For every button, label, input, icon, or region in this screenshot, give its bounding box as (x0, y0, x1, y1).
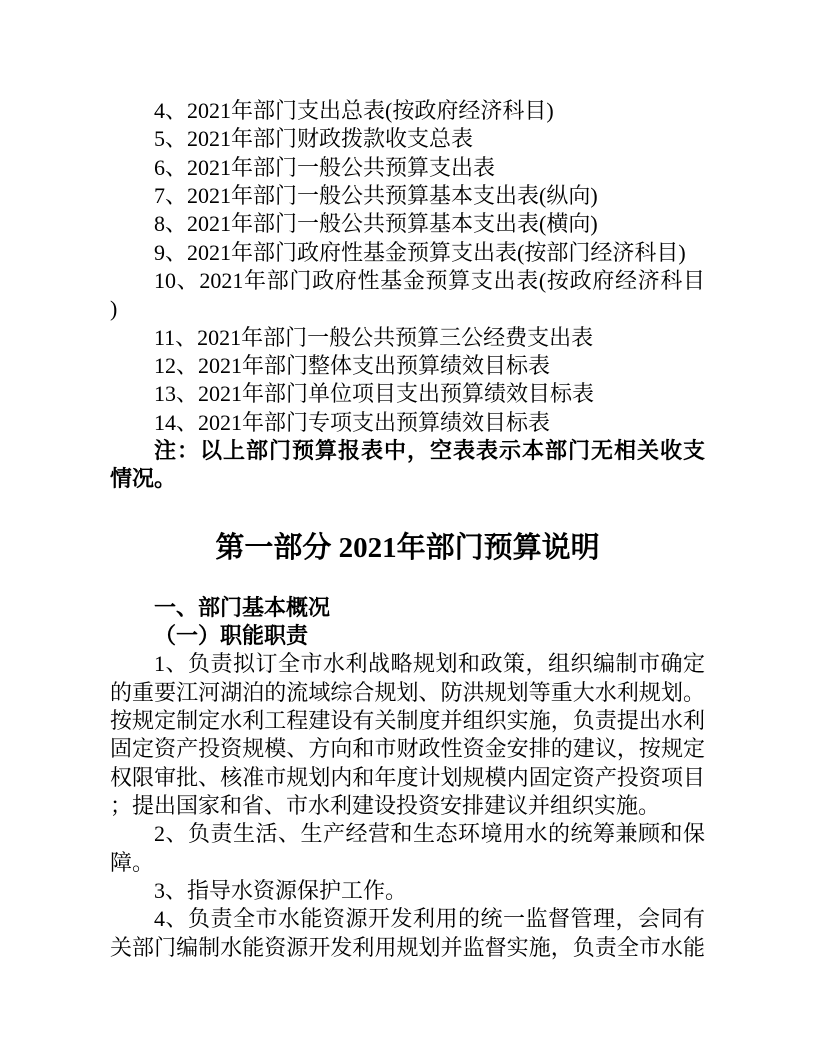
table-list-line: ) (110, 296, 118, 322)
body-text-line: 权限审批、核准市规划内和年度计划规模内固定资产投资项目 (110, 764, 705, 790)
body-text-line: 固定资产投资规模、方向和市财政性资金安排的建议，按规定 (110, 736, 705, 762)
section-body (110, 650, 705, 962)
body-text-line: 的重要江河湖泊的流域综合规划、防洪规划等重大水利规划。 (110, 679, 705, 705)
table-list-line: 6、2021年部门一般公共预算支出表 (154, 154, 496, 180)
overview-section (110, 594, 705, 962)
body-text-line: 3、指导水资源保护工作。 (154, 877, 408, 903)
table-list-line: 12、2021年部门整体支出预算绩效目标表 (154, 352, 551, 378)
section-heading: 一、部门基本概况 (154, 594, 331, 620)
note-block (110, 437, 705, 494)
body-text-line: 4、负责全市水能资源开发利用的统一监督管理，会同有 (154, 906, 705, 932)
body-text-line: 按规定制定水利工程建设有关制度并组织实施，负责提出水利 (110, 707, 705, 733)
table-list-line: 4、2021年部门支出总表(按政府经济科目) (154, 98, 554, 123)
note-line: 情况。 (110, 466, 177, 492)
subsection-heading: （一）职能职责 (154, 622, 309, 648)
table-list-line: 11、2021年部门一般公共预算三公经费支出表 (154, 324, 594, 350)
table-list-line: 7、2021年部门一般公共预算基本支出表(纵向) (154, 182, 598, 208)
table-list-line: 5、2021年部门财政拨款收支总表 (154, 126, 474, 152)
budget-tables-list (110, 97, 705, 437)
body-text-line: 1、负责拟订全市水利战略规划和政策，组织编制市确定 (154, 651, 705, 677)
body-text-line: ；提出国家和省、市水利建设投资安排建议并组织实施。 (110, 792, 661, 818)
table-list-line: 14、2021年部门专项支出预算绩效目标表 (154, 409, 551, 435)
body-text-line: 2、负责生活、生产经营和生态环境用水的统筹兼顾和保 (154, 821, 705, 847)
table-list-line: 13、2021年部门单位项目支出预算绩效目标表 (154, 381, 595, 407)
body-text-line: 障。 (110, 849, 155, 875)
table-list-line: 10、2021年部门政府性基金预算支出表(按政府经济科目 (154, 267, 705, 293)
note-line: 注：以上部门预算报表中，空表表示本部门无相关收支 (154, 437, 705, 463)
table-list-line: 8、2021年部门一般公共预算基本支出表(横向) (154, 211, 598, 237)
table-list-line: 9、2021年部门政府性基金预算支出表(按部门经济科目) (154, 239, 686, 265)
body-text-line: 关部门编制水能资源开发利用规划并监督实施，负责全市水能 (110, 934, 705, 960)
part-title: 第一部分 2021年部门预算说明 (215, 531, 600, 564)
